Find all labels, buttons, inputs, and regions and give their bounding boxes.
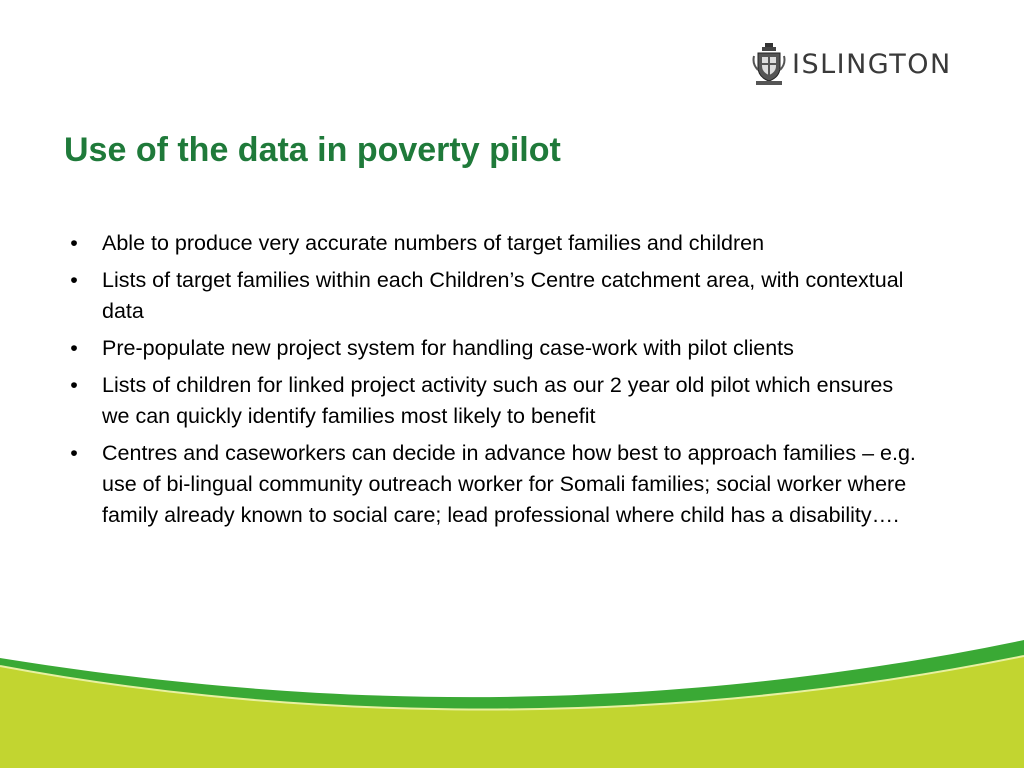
- slide-title: Use of the data in poverty pilot: [64, 131, 561, 169]
- bullet-text: Able to produce very accurate numbers of target families and children: [102, 231, 765, 255]
- bullet-marker: •: [70, 373, 78, 397]
- bullet-marker: •: [70, 336, 78, 360]
- borough-crest-icon: [752, 42, 786, 86]
- bullet-marker: •: [70, 268, 78, 292]
- bullet-item: [64, 438, 924, 531]
- bullet-marker: •: [70, 441, 78, 465]
- bullet-item: [64, 228, 924, 259]
- bullet-text: Lists of target families within each Children’s Centre catchment area, with contextual data: [102, 268, 904, 323]
- bullet-list: [64, 228, 924, 537]
- bullet-marker: •: [70, 231, 78, 255]
- bullet-text: Lists of children for linked project activity such as our 2 year old pilot which ensures we can quickly identify families most likely to benefit: [102, 373, 894, 428]
- bullet-item: [64, 333, 924, 364]
- bullet-item: [64, 370, 924, 432]
- bullet-item: [64, 265, 924, 327]
- islington-logo: [752, 42, 952, 86]
- bullet-text: Pre-populate new project system for handling case-work with pilot clients: [102, 336, 794, 360]
- decorative-wave-footer: [0, 638, 1024, 768]
- logo-text: ISLINGTON: [792, 48, 952, 80]
- bullet-text: Centres and caseworkers can decide in advance how best to approach families – e.g. use of bi-lingual community outreach worker for Somali families; social worker where family already known to social care; lead professional where child has a disability….: [102, 441, 916, 527]
